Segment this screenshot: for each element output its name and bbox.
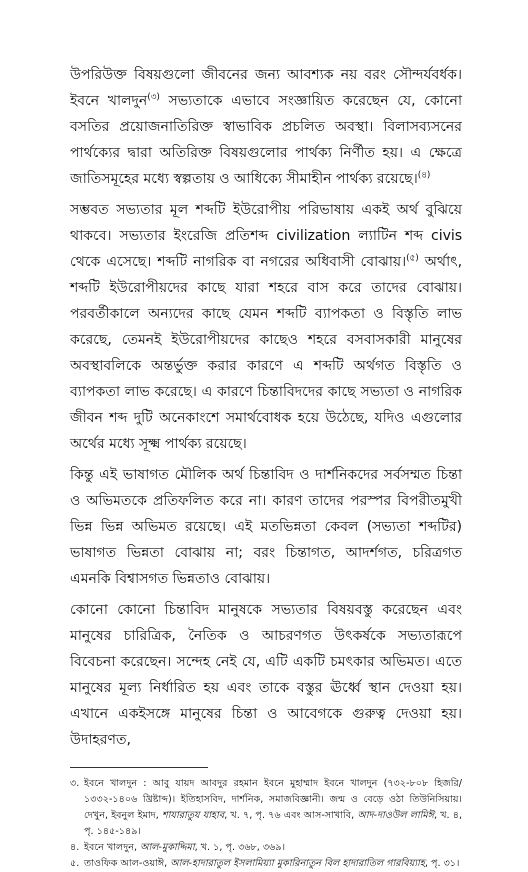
footnote-number: ৫. [70, 858, 80, 869]
body-paragraph-4 [70, 597, 462, 753]
footnote-text: , খ. ১, পৃ. ৩৬৮, ৩৬৯। [194, 842, 286, 853]
footnote-text: , খ. ৭, পৃ. ৭৬ এবং আস-সাখাবি, [224, 810, 358, 821]
paragraph-text: অর্থাৎ, শব্দটি ইউরোপীয়দের কাছে যারা শহরে বাস করে তাদের বোঝায়। পরবর্তীকালে অন্যদের কাছে যেমন শব্দটি ব্যাপকতা ও বিস্তৃতি লাভ করেছে, তেমনই ইউরোপীয়দের কাছেও শহরে বসবাসকারী মানুষের অবস্থাবলিকে অন্তর্ভুক্ত করার কারণে এ শব্দটি অর্থগত বিস্তৃতি ও ব্যাপকতা লাভ করেছে। এ কারণে চিন্তাবিদদের কাছে সভ্যতা ও নাগরিক জীবন শব্দ দুটি অনেকাংশে সমার্থবোধক হয়ে উঠেছে, যদিও এগুলোর অর্থের মধ্যে সূক্ষ্ম পার্থক্য রয়েছে। [70, 254, 462, 452]
paragraph-text: উপরিউক্ত বিষয়গুলো জীবনের জন্য আবশ্যক নয় বরং সৌন্দর্যবর্ধক। ইবনে খালদুন [70, 67, 462, 109]
body-paragraph-1 [70, 62, 462, 192]
footnote-text: ইবনে খালদুন : আবু যায়দ আবদুর রহমান ইবনে মুহাম্মাদ ইবনে খালদুন (৭৩২-৮০৮ হিজরি/ ১৩৩২-১৪০৬ খ্রিষ্টাব্দ)। ইতিহাসবিদ, দার্শনিক, সমাজবিজ্ঞানী। জন্ম ও বেড়ে ওঠা তিউনিসিয়ায়। দেখুন, ইবনুল ইমাদ, [84, 778, 462, 821]
body-paragraph-2 [70, 197, 462, 457]
footnote-4 [70, 840, 462, 856]
footnote-ref-3[interactable]: (৩) [147, 92, 160, 103]
paragraph-text: সভ্যতাকে এভাবে সংজ্ঞায়িত করেছেন যে, কোনো বসতির প্রয়োজনাতিরিক্ত স্বাভাবিক প্রচলিত অবস্থা। বিলাসব্যসনের পার্থক্যের দ্বারা অতিরিক্ত বিষয়গুলোর পার্থক্য নির্ণীত হয়। এ ক্ষেত্রে জাতিসমূহের মধ্যে স্বল্পতায় ও আধিক্যে সীমাহীন পার্থক্য রয়েছে। [70, 93, 462, 187]
footnote-number: ৩. [70, 778, 80, 789]
footnote-text: , খ. ৪, পৃ. ১৪৫-১৪৯। [84, 810, 463, 837]
footnote-book-title: আল-হাদারাতুল ইসলামিয়্যা মুকারিনাতুন বিল হাদারাতিল গারবিয়্যাহ [170, 858, 425, 869]
footnote-text: তাওফিক আল-ওয়াঈ, [84, 858, 171, 869]
paragraph-text: কিন্তু এই ভাষাগত মৌলিক অর্থ চিন্তাবিদ ও দার্শনিকদের সর্বসম্মত চিন্তা ও অভিমতকে প্রতিফলিত করে না। কারণ তাদের পরস্পর বিপরীতমুখী ভিন্ন ভিন্ন অভিমত রয়েছে। এই মতভিন্নতা কেবল (সভ্যতা শব্দটির) ভাষাগত ভিন্নতা বোঝায় না; বরং চিন্তাগত, আদর্শগত, চরিত্রগত এমনকি বিশ্বাসগত ভিন্নতাও বোঝায়। [70, 467, 462, 587]
paragraph-text: সম্ভবত সভ্যতার মূল শব্দটি ইউরোপীয় পরিভাষায় একই অর্থ বুঝিয়ে থাকবে। সভ্যতার ইংরেজি প্রতিশব্দ civilization ল্যাটিন শব্দ civis থেকে এসেছে। শব্দটি নাগরিক বা নগরের অধিবাসী বোঝায়। [70, 202, 462, 270]
footnote-book-title: আল-মুকাদ্দিমা [140, 842, 195, 853]
footnote-book-title: শাযারাতুয যাহাব [161, 810, 225, 821]
footnote-divider [70, 767, 208, 768]
footnote-text: ইবনে খালদুন, [84, 842, 141, 853]
body-paragraph-3 [70, 462, 462, 592]
paragraph-text: কোনো কোনো চিন্তাবিদ মানুষকে সভ্যতার বিষয়বস্তু করেছেন এবং মানুষের চারিত্রিক, নৈতিক ও আচরণগত উৎকর্ষকে সভ্যতারূপে বিবেচনা করেছেন। সন্দেহ নেই যে, এটি একটি চমৎকার অভিমত। এতে মানুষের মূল্য নির্ধারিত হয় এবং তাকে বস্তুর ঊর্ধ্বে স্থান দেওয়া হয়। এখানে একইসঙ্গে মানুষের চিন্তা ও আবেগকে গুরুত্ব দেওয়া হয়। উদাহরণত, [70, 602, 462, 748]
footnote-number: ৪. [70, 842, 80, 853]
footnote-ref-4[interactable]: (৪) [417, 170, 431, 181]
footnote-3 [70, 776, 462, 840]
footnote-text: , পৃ. ৩১। [424, 858, 460, 869]
page-body [70, 62, 462, 872]
footnote-ref-5[interactable]: (৫) [406, 253, 419, 264]
footnote-book-title: আদ-দাওউল লামিঈ [357, 810, 434, 821]
footnote-5 [70, 856, 462, 872]
